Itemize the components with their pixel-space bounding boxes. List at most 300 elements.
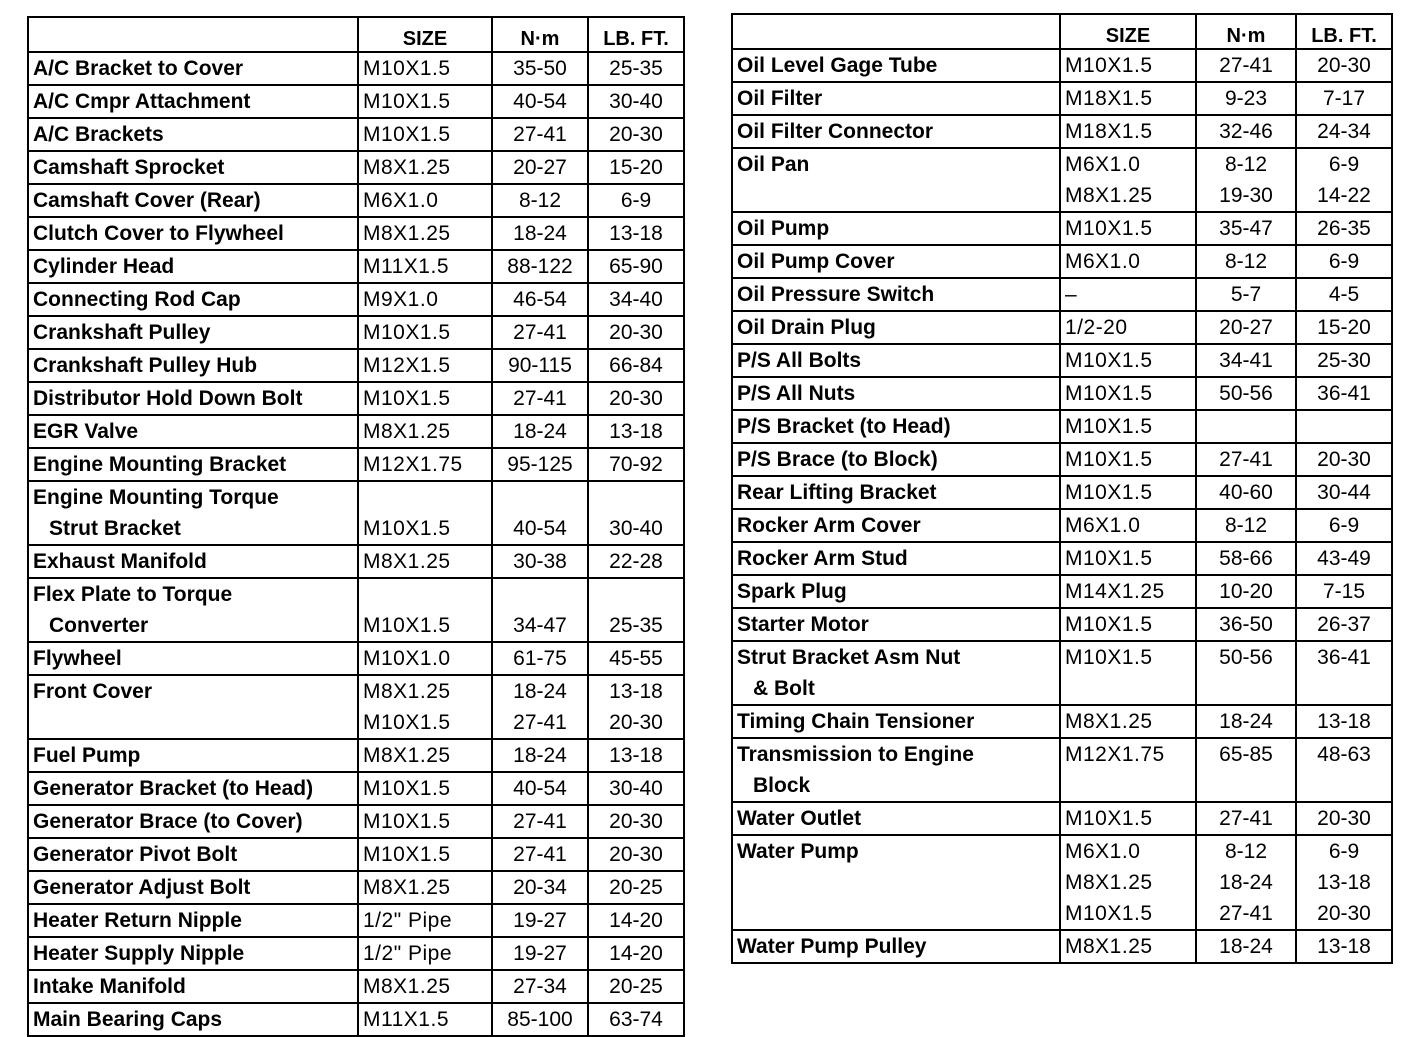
nm-text: 19-30: [1219, 184, 1273, 207]
lbft-cell: [588, 805, 684, 838]
lbft-text: 26-35: [1317, 217, 1371, 240]
component-cell: [732, 115, 1060, 148]
component-cell: [732, 705, 1060, 738]
nm-text: 27-41: [1219, 807, 1273, 830]
table-row: [28, 937, 684, 970]
lbft-text: 20-25: [609, 975, 663, 998]
component-text: Water Pump: [737, 840, 859, 863]
nm-cell: [492, 151, 588, 184]
size-text: M8X1.25: [1065, 935, 1153, 958]
table-row: [28, 838, 684, 871]
size-cell: [358, 184, 492, 217]
lbft-text: 13-18: [609, 222, 663, 245]
size-cell: [358, 545, 492, 578]
component-text: Oil Pressure Switch: [737, 283, 935, 306]
component-cell: [28, 675, 358, 739]
component-text: Main Bearing Caps: [33, 1008, 223, 1031]
lbft-text: 20-30: [1317, 54, 1371, 77]
component-text: Oil Level Gage Tube: [737, 54, 938, 77]
component-text: & Bolt: [753, 677, 815, 700]
lbft-cell: [1296, 641, 1392, 705]
header-row: [28, 17, 684, 52]
nm-text: 95-125: [507, 453, 573, 476]
table-row: [732, 311, 1392, 344]
size-text: 1/2" Pipe: [363, 909, 453, 932]
nm-cell: [492, 481, 588, 545]
component-cell: [732, 641, 1060, 705]
lbft-text: 13-18: [609, 744, 663, 767]
lbft-text: 30-44: [1317, 481, 1371, 504]
component-cell: [732, 443, 1060, 476]
size-cell: [358, 937, 492, 970]
component-text: P/S All Bolts: [737, 349, 862, 372]
size-cell: [358, 805, 492, 838]
lbft-text: 30-40: [609, 777, 663, 800]
lbft-text: [1301, 673, 1387, 704]
size-text: M10X1.5: [1065, 217, 1153, 240]
size-text: M10X1.5: [363, 90, 451, 113]
size-cell: [358, 1003, 492, 1036]
nm-text: 8-12: [1224, 153, 1268, 176]
lbft-cell: [588, 349, 684, 382]
nm-text: 27-41: [513, 123, 567, 146]
nm-cell: [492, 349, 588, 382]
lbft-text: [1301, 411, 1387, 442]
size-cell: [1060, 542, 1196, 575]
table-row: [28, 118, 684, 151]
nm-cell: [492, 578, 588, 642]
size-text: M10X1.5: [1065, 382, 1153, 405]
size-cell: [1060, 705, 1196, 738]
lbft-cell: [588, 382, 684, 415]
nm-text: 18-24: [1219, 871, 1273, 894]
header-lbft: LB. FT.: [1296, 14, 1392, 49]
lbft-text: 6-9: [1328, 250, 1360, 273]
table-row: [732, 575, 1392, 608]
component-text: Exhaust Manifold: [33, 550, 207, 573]
nm-cell: [1196, 802, 1296, 835]
component-text: Clutch Cover to Flywheel: [33, 222, 284, 245]
component-cell: [28, 481, 358, 545]
component-text: Fuel Pump: [33, 744, 141, 767]
nm-cell: [492, 52, 588, 85]
component-text: Heater Supply Nipple: [33, 942, 245, 965]
component-text: [737, 867, 1055, 898]
table-row: [732, 377, 1392, 410]
size-text: M12X1.75: [1065, 743, 1165, 766]
nm-text: 9-23: [1224, 87, 1268, 110]
table-row: [732, 705, 1392, 738]
lbft-text: 6-9: [620, 189, 652, 212]
component-cell: [28, 52, 358, 85]
lbft-text: 13-18: [609, 420, 663, 443]
table-row: [28, 448, 684, 481]
table-row: [28, 545, 684, 578]
nm-text: 27-41: [513, 387, 567, 410]
table-row: [732, 608, 1392, 641]
component-text: Spark Plug: [737, 580, 847, 603]
component-cell: [28, 578, 358, 642]
component-cell: [732, 509, 1060, 542]
nm-text: 65-85: [1219, 743, 1273, 766]
nm-text: 27-41: [1219, 902, 1273, 925]
size-cell: [1060, 930, 1196, 963]
component-text: Heater Return Nipple: [33, 909, 242, 932]
size-text: M18X1.5: [1065, 120, 1153, 143]
component-text: Oil Pump: [737, 217, 830, 240]
component-text: Flywheel: [33, 647, 122, 670]
size-cell: [1060, 443, 1196, 476]
nm-text: 27-41: [1219, 448, 1273, 471]
nm-text: 18-24: [513, 420, 567, 443]
size-text: M8X1.25: [1065, 710, 1153, 733]
lbft-cell: [588, 85, 684, 118]
table-row: [28, 805, 684, 838]
table-row: [28, 382, 684, 415]
lbft-text: 7-15: [1322, 580, 1366, 603]
size-text: M6X1.0: [1065, 250, 1141, 273]
size-text: 1/2" Pipe: [363, 942, 453, 965]
nm-cell: [1196, 212, 1296, 245]
lbft-cell: [1296, 49, 1392, 82]
size-cell: [358, 118, 492, 151]
nm-text: 19-27: [513, 909, 567, 932]
nm-cell: [1196, 705, 1296, 738]
nm-text: [497, 482, 583, 513]
table-row: [732, 410, 1392, 443]
header-nm: N·m: [492, 17, 588, 52]
component-text: Generator Pivot Bolt: [33, 843, 238, 866]
lbft-text: 13-18: [1317, 935, 1371, 958]
component-cell: [732, 410, 1060, 443]
nm-text: 61-75: [513, 647, 567, 670]
table-row: [28, 578, 684, 642]
size-text: M10X1.5: [1065, 646, 1153, 669]
size-text: M10X1.5: [363, 57, 451, 80]
size-cell: [358, 739, 492, 772]
nm-text: 27-41: [513, 711, 567, 734]
lbft-text: 36-41: [1317, 646, 1371, 669]
size-cell: [1060, 344, 1196, 377]
lbft-cell: [1296, 148, 1392, 212]
size-cell: [1060, 148, 1196, 212]
size-text: M10X1.5: [1065, 481, 1153, 504]
table-row: [28, 970, 684, 1003]
component-cell: [28, 838, 358, 871]
size-cell: [1060, 311, 1196, 344]
nm-text: 8-12: [518, 189, 562, 212]
nm-text: 36-50: [1219, 613, 1273, 636]
table-row: [28, 184, 684, 217]
size-text: M6X1.0: [363, 189, 439, 212]
component-cell: [732, 738, 1060, 802]
lbft-cell: [1296, 245, 1392, 278]
nm-text: 20-27: [1219, 316, 1273, 339]
component-cell: [28, 382, 358, 415]
component-cell: [28, 217, 358, 250]
component-text: P/S Bracket (to Head): [737, 415, 951, 438]
lbft-text: 66-84: [609, 354, 663, 377]
component-cell: [28, 415, 358, 448]
nm-text: 58-66: [1219, 547, 1273, 570]
nm-text: 50-56: [1219, 646, 1273, 669]
component-text: Oil Filter Connector: [737, 120, 934, 143]
size-cell: [1060, 212, 1196, 245]
component-text: Cylinder Head: [33, 255, 175, 278]
size-text: M8X1.25: [1065, 871, 1153, 894]
lbft-text: 20-30: [609, 843, 663, 866]
table-row: [28, 1003, 684, 1036]
component-cell: [732, 148, 1060, 212]
header-nm: N·m: [1196, 14, 1296, 49]
size-cell: [1060, 835, 1196, 930]
component-text: Front Cover: [33, 680, 153, 703]
nm-cell: [492, 545, 588, 578]
lbft-cell: [588, 118, 684, 151]
size-cell: [1060, 278, 1196, 311]
component-text: Distributor Hold Down Bolt: [33, 387, 303, 410]
size-text: M10X1.5: [363, 321, 451, 344]
size-cell: [358, 838, 492, 871]
size-text: M10X1.5: [363, 614, 451, 637]
nm-text: 20-34: [513, 876, 567, 899]
lbft-cell: [1296, 705, 1392, 738]
nm-text: 40-54: [513, 517, 567, 540]
size-text: M10X1.5: [1065, 547, 1153, 570]
lbft-text: 20-30: [1317, 807, 1371, 830]
nm-text: 10-20: [1219, 580, 1273, 603]
lbft-cell: [588, 1003, 684, 1036]
lbft-text: 13-18: [1317, 710, 1371, 733]
component-cell: [732, 575, 1060, 608]
component-text: [737, 180, 1055, 211]
nm-cell: [1196, 344, 1296, 377]
lbft-cell: [588, 871, 684, 904]
component-cell: [28, 184, 358, 217]
size-cell: [1060, 245, 1196, 278]
size-text: M10X1.5: [363, 810, 451, 833]
component-cell: [28, 151, 358, 184]
component-text: Block: [753, 774, 811, 797]
lbft-cell: [1296, 311, 1392, 344]
size-text: M10X1.5: [1065, 54, 1153, 77]
component-text: Timing Chain Tensioner: [737, 710, 975, 733]
component-cell: [28, 85, 358, 118]
nm-text: 40-60: [1219, 481, 1273, 504]
lbft-cell: [1296, 82, 1392, 115]
lbft-text: [593, 482, 679, 513]
component-text: Starter Motor: [737, 613, 869, 636]
table-row: [732, 82, 1392, 115]
table-row: [732, 930, 1392, 963]
size-text: M10X1.0: [363, 647, 451, 670]
component-text: Generator Brace (to Cover): [33, 810, 303, 833]
nm-cell: [492, 772, 588, 805]
lbft-cell: [1296, 509, 1392, 542]
lbft-text: 26-37: [1317, 613, 1371, 636]
lbft-cell: [588, 316, 684, 349]
nm-cell: [492, 805, 588, 838]
lbft-text: 13-18: [609, 680, 663, 703]
lbft-cell: [1296, 930, 1392, 963]
component-text: Converter: [49, 614, 149, 637]
lbft-cell: [588, 838, 684, 871]
lbft-cell: [588, 481, 684, 545]
size-cell: [358, 675, 492, 739]
component-cell: [732, 278, 1060, 311]
lbft-text: 6-9: [1328, 514, 1360, 537]
nm-cell: [492, 184, 588, 217]
nm-text: 18-24: [513, 222, 567, 245]
header-component: [732, 14, 1060, 49]
size-cell: [1060, 82, 1196, 115]
nm-cell: [492, 937, 588, 970]
size-cell: [358, 349, 492, 382]
nm-cell: [492, 871, 588, 904]
table-row: [28, 415, 684, 448]
lbft-cell: [1296, 835, 1392, 930]
component-cell: [732, 835, 1060, 930]
size-text: M14X1.25: [1065, 580, 1165, 603]
size-text: M11X1.5: [363, 1008, 449, 1031]
component-text: Water Pump Pulley: [737, 935, 927, 958]
lbft-cell: [1296, 377, 1392, 410]
component-text: Oil Pump Cover: [737, 250, 895, 273]
size-text: M10X1.5: [1065, 807, 1153, 830]
component-cell: [28, 448, 358, 481]
component-text: A/C Bracket to Cover: [33, 57, 244, 80]
lbft-text: 14-20: [609, 909, 663, 932]
table-row: [28, 349, 684, 382]
component-cell: [28, 871, 358, 904]
lbft-cell: [588, 970, 684, 1003]
component-text: [737, 898, 1055, 929]
component-text: Oil Drain Plug: [737, 316, 876, 339]
size-text: [1065, 770, 1191, 801]
component-cell: [732, 377, 1060, 410]
nm-cell: [1196, 49, 1296, 82]
component-text: Engine Mounting Torque: [33, 486, 279, 509]
table-row: [28, 481, 684, 545]
component-cell: [28, 250, 358, 283]
nm-text: 30-38: [513, 550, 567, 573]
component-cell: [732, 344, 1060, 377]
size-cell: [1060, 608, 1196, 641]
size-text: M9X1.0: [363, 288, 439, 311]
component-cell: [28, 937, 358, 970]
component-cell: [732, 476, 1060, 509]
size-text: M12X1.75: [363, 453, 463, 476]
size-cell: [358, 970, 492, 1003]
table-row: [28, 283, 684, 316]
component-text: Camshaft Cover (Rear): [33, 189, 261, 212]
component-text: Rocker Arm Cover: [737, 514, 921, 537]
size-cell: [1060, 476, 1196, 509]
size-cell: [1060, 738, 1196, 802]
table-row: [28, 642, 684, 675]
nm-text: 27-41: [513, 321, 567, 344]
lbft-cell: [1296, 212, 1392, 245]
component-text: P/S Brace (to Block): [737, 448, 938, 471]
size-text: M10X1.5: [363, 517, 451, 540]
component-cell: [732, 311, 1060, 344]
component-cell: [28, 349, 358, 382]
lbft-cell: [1296, 575, 1392, 608]
size-text: M10X1.5: [1065, 415, 1153, 438]
nm-cell: [492, 250, 588, 283]
lbft-text: 20-30: [609, 387, 663, 410]
lbft-text: 7-17: [1322, 87, 1366, 110]
nm-text: 8-12: [1224, 514, 1268, 537]
component-text: A/C Cmpr Attachment: [33, 90, 251, 113]
lbft-text: 22-28: [609, 550, 663, 573]
lbft-cell: [1296, 443, 1392, 476]
lbft-text: 20-30: [609, 810, 663, 833]
component-text: Rocker Arm Stud: [737, 547, 908, 570]
table-row: [732, 542, 1392, 575]
component-cell: [732, 608, 1060, 641]
nm-cell: [1196, 245, 1296, 278]
component-cell: [732, 49, 1060, 82]
lbft-cell: [1296, 410, 1392, 443]
component-cell: [28, 970, 358, 1003]
lbft-text: 20-30: [1317, 902, 1371, 925]
size-text: M10X1.5: [363, 843, 451, 866]
component-text: Strut Bracket Asm Nut: [737, 646, 961, 669]
component-text: [33, 707, 353, 738]
lbft-text: 13-18: [1317, 871, 1371, 894]
component-cell: [28, 805, 358, 838]
header-size: SIZE: [1060, 14, 1196, 49]
nm-cell: [1196, 115, 1296, 148]
torque-table-left: [27, 16, 685, 1037]
size-text: M10X1.5: [1065, 902, 1153, 925]
size-text: [363, 579, 487, 610]
component-text: A/C Brackets: [33, 123, 164, 146]
torque-table-right: [731, 13, 1393, 964]
nm-text: 19-27: [513, 942, 567, 965]
size-cell: [358, 904, 492, 937]
nm-text: 18-24: [1219, 710, 1273, 733]
component-cell: [732, 542, 1060, 575]
size-text: 1/2-20: [1065, 316, 1128, 339]
lbft-cell: [588, 642, 684, 675]
lbft-cell: [588, 151, 684, 184]
nm-text: 35-47: [1219, 217, 1273, 240]
lbft-text: 25-30: [1317, 349, 1371, 372]
table-row: [732, 278, 1392, 311]
table-row: [732, 245, 1392, 278]
component-cell: [732, 802, 1060, 835]
lbft-text: 15-20: [609, 156, 663, 179]
size-text: M10X1.5: [363, 711, 451, 734]
table-row: [732, 802, 1392, 835]
nm-cell: [492, 838, 588, 871]
size-text: M11X1.5: [363, 255, 449, 278]
component-text: Transmission to Engine: [737, 743, 974, 766]
nm-cell: [492, 448, 588, 481]
size-text: M6X1.0: [1065, 840, 1141, 863]
table-row: [732, 115, 1392, 148]
size-cell: [358, 772, 492, 805]
size-cell: [1060, 377, 1196, 410]
table-row: [28, 85, 684, 118]
lbft-text: 34-40: [609, 288, 663, 311]
table-row: [732, 148, 1392, 212]
component-text: Crankshaft Pulley: [33, 321, 211, 344]
nm-cell: [1196, 311, 1296, 344]
nm-cell: [492, 739, 588, 772]
